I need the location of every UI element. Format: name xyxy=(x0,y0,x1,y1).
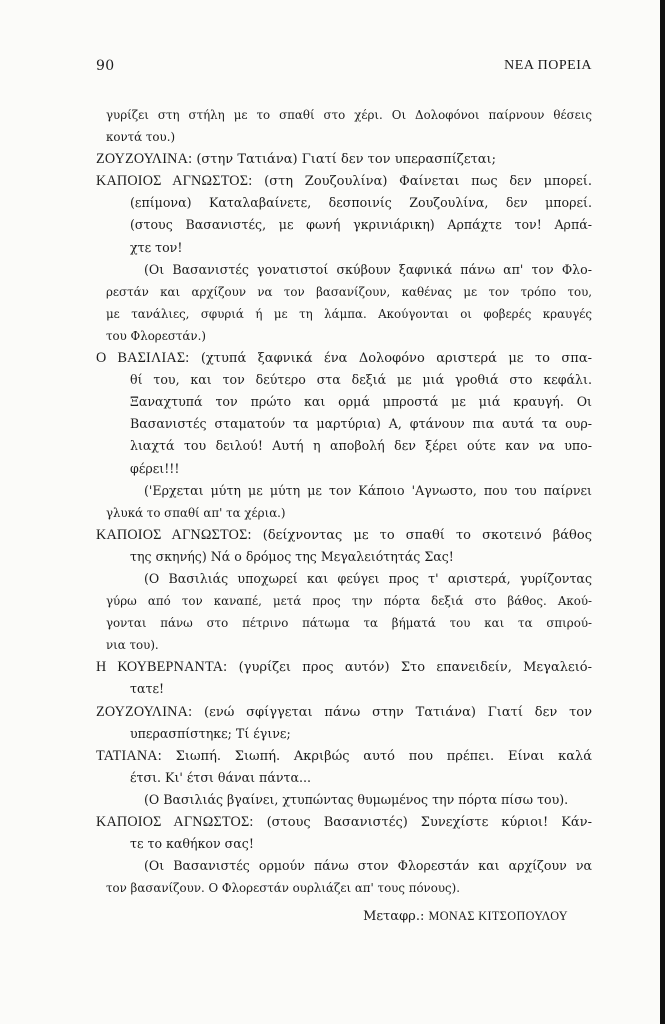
speaker-line xyxy=(96,811,592,833)
speaker-name: ΖΟΥΖΟΥΛΙΝΑ: xyxy=(96,703,193,720)
play-text xyxy=(96,104,592,925)
speech-text: (χτυπά ξαφνικά ένα Δολοφόνο αριστερά με το σπα- xyxy=(200,351,592,367)
stage-direction: κοντά του.) xyxy=(106,130,176,145)
translator-name: ΜΟΝΑΣ ΚΙΤΣΟΠΟΥΛΟΥ xyxy=(428,909,568,924)
speech-text: Σιωπή. Σιωπή. Ακριβώς αυτό που πρέπει. Είναι καλά xyxy=(175,748,592,764)
speaker-line xyxy=(96,524,592,546)
speaker-line xyxy=(96,170,592,192)
stage-direction: (Ο Βασιλιάς υποχωρεί και φεύγει προς τ' αριστερά, γυρίζοντας xyxy=(144,570,592,586)
translator-credit xyxy=(106,909,592,924)
speech-continuation: υπερασπίστηκε; Τί έγινε; xyxy=(130,725,291,741)
speech-continuation: τατε! xyxy=(130,681,165,697)
speech-continuation: Ξαναχτυπά τον πρώτο και ορμά μπροστά με μιά κραυγή. Οι xyxy=(130,394,592,410)
stage-direction: γύρω από τον καναπέ, μετά προς την πόρτα δεξιά στο βάθος. Ακού- xyxy=(106,594,592,609)
page-number: 90 xyxy=(96,58,115,74)
speaker-line xyxy=(96,656,592,678)
speaker-name: ΚΑΠΟΙΟΣ ΑΓΝΩΣΤΟΣ: xyxy=(96,814,254,830)
speech-continuation: χτε τον! xyxy=(130,239,183,255)
speech-continuation: Βασανιστές σταματούν τα μαρτύρια) Α, φτάνουν πια αυτά τα ουρ- xyxy=(130,416,592,432)
speaker-name: Ο ΒΑΣΙΛΙΑΣ: xyxy=(96,350,190,367)
speech-continuation: έτσι. Κι' έτσι θάναι πάντα... xyxy=(130,769,311,785)
speech-text: (δείχνοντας με το σπαθί το σκοτεινό βάθος xyxy=(262,527,592,543)
speech-text: (γυρίζει προς αυτόν) Στο επανειδείν, Μεγαλειό- xyxy=(238,660,592,676)
credit-prefix: Μεταφρ.: xyxy=(363,909,425,925)
speech-continuation: φέρει!!! xyxy=(130,460,180,476)
stage-direction: γονται πάνω στο πέτρινο πάτωμα τα βήματά του και τα σπιρού- xyxy=(106,616,592,631)
speaker-line xyxy=(96,745,592,767)
speaker-name: ΖΟΥΖΟΥΛΙΝΑ: xyxy=(96,151,193,168)
speech-text: (στους Βασανιστές) Συνεχίστε κύριοι! Κάν- xyxy=(266,815,592,830)
running-title: ΝΕΑ ΠΟΡΕΙΑ xyxy=(504,58,592,73)
stage-direction: γλυκά το σπαθί απ' τα χέρια.) xyxy=(106,505,286,520)
speaker-line xyxy=(96,701,592,723)
stage-direction: (Οι Βασανιστές γονατιστοί σκύβουν ξαφνικά πάνω απ' τον Φλο- xyxy=(144,261,592,277)
speech-continuation: (επίμονα) Καταλαβαίνετε, δεσποινίς Ζουζουλίνα, δεν μπορεί. xyxy=(130,195,592,211)
page-header xyxy=(96,58,592,82)
speaker-name: ΚΑΠΟΙΟΣ ΑΓΝΩΣΤΟΣ: xyxy=(96,173,253,190)
speech-text: (ενώ σφίγγεται πάνω στην Τατιάνα) Γιατί δεν τον xyxy=(204,704,592,720)
speech-text: (στη Ζουζουλίνα) Φαίνεται πως δεν μπορεί. xyxy=(264,174,592,190)
speech-continuation: λιαχτά του δειλού! Αυτή η αποβολή δεν ξέρει ούτε καν να υπο- xyxy=(130,438,592,454)
speaker-name: ΚΑΠΟΙΟΣ ΑΓΝΩΣΤΟΣ: xyxy=(96,526,252,543)
stage-direction: γυρίζει στη στήλη με το σπαθί στο χέρι. Οι Δολοφόνοι παίρνουν θέσεις xyxy=(106,108,592,122)
stage-direction: ('Ερχεται μύτη με μύτη με τον Κάποιο 'Αγνωστο, που του παίρνει xyxy=(144,482,592,498)
speech-continuation: της σκηνής) Νά ο δρόμος της Μεγαλειότητάς Σας! xyxy=(130,548,454,564)
stage-direction: ρεστάν και αρχίζουν να τον βασανίζουν, καθένας με τον τρόπο του, xyxy=(106,284,592,299)
stage-direction: νια του). xyxy=(106,638,159,653)
stage-direction: με τανάλιες, σφυριά ή με τη λάμπα. Ακούγονται οι φοβερές κραυγές xyxy=(106,306,592,321)
stage-direction: (Ο Βασιλιάς βγαίνει, χτυπώντας θυμωμένος την πόρτα πίσω του). xyxy=(144,791,569,807)
speech-text: (στην Τατιάνα) Γιατί δεν τον υπερασπίζεται; xyxy=(196,152,497,168)
speech-continuation: θί του, και τον δεύτερο στα δεξιά με μιά γροθιά στο κεφάλι. xyxy=(130,372,592,388)
stage-direction: του Φλορεστάν.) xyxy=(106,328,206,343)
speaker-name: ΤΑΤΙΑΝΑ: xyxy=(96,747,162,764)
speaker-line xyxy=(96,148,592,170)
speech-continuation: τε το καθήκον σας! xyxy=(130,836,254,852)
stage-direction: (Οι Βασανιστές ορμούν πάνω στον Φλορεστάν και αρχίζουν να xyxy=(144,858,592,874)
speaker-name: Η ΚΟΥΒΕΡΝΑΝΤΑ: xyxy=(96,659,228,676)
stage-direction: τον βασανίζουν. Ο Φλορεστάν ουρλιάζει απ' τους πόνους). xyxy=(106,881,460,896)
speaker-line xyxy=(96,347,592,369)
page-edge xyxy=(660,0,665,1024)
speech-continuation: (στους Βασανιστές, με φωνή γκρινιάρικη) Αρπάχτε τον! Αρπά- xyxy=(130,217,592,233)
